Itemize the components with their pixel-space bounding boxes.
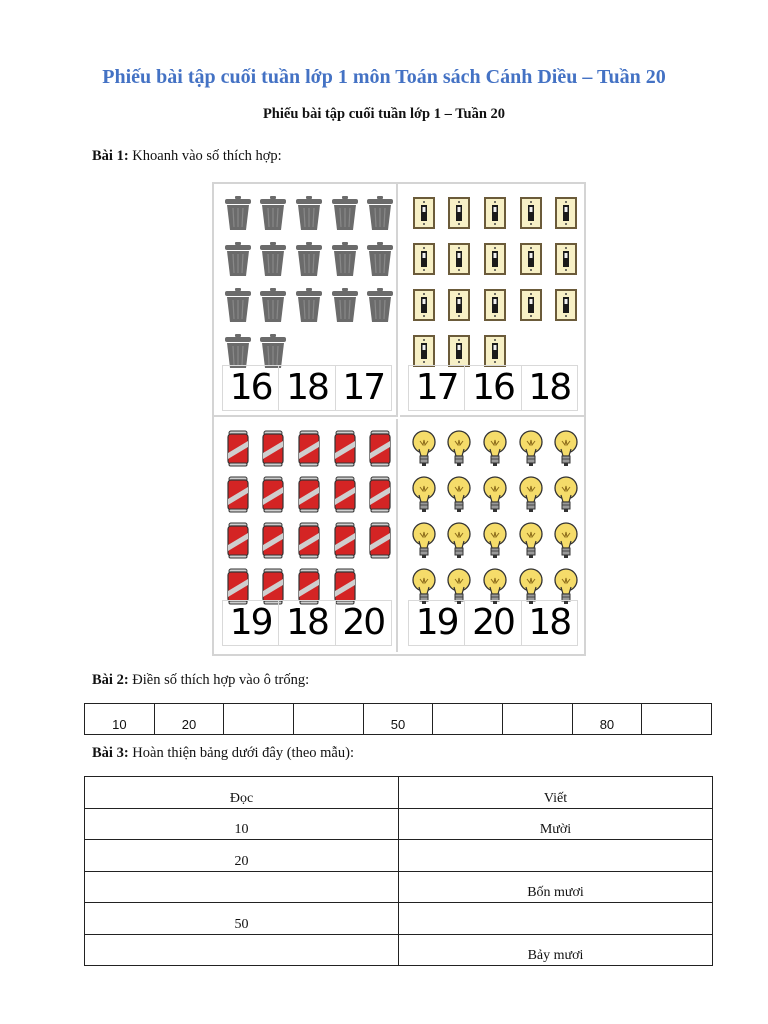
light-bulb-grid: [406, 425, 584, 609]
number-cell[interactable]: [293, 704, 363, 735]
trash-can-icon: [256, 190, 292, 236]
exercise2-heading: [92, 672, 309, 689]
light-bulb-icon: [513, 425, 549, 471]
write-cell[interactable]: Mười: [399, 808, 713, 840]
light-switch-icon: [406, 282, 442, 328]
trash-can-icon: [362, 236, 398, 282]
light-switch-grid: [406, 190, 584, 374]
soda-can-icon: [256, 517, 292, 563]
light-switch-icon: [477, 190, 513, 236]
number-cell[interactable]: 80: [572, 704, 642, 735]
choice-option[interactable]: 20: [342, 602, 385, 643]
choice-option[interactable]: 17: [342, 367, 385, 408]
light-bulb-icon: [548, 471, 584, 517]
table-row: [85, 704, 712, 735]
counting-picture: [212, 182, 586, 656]
soda-can-icon: [362, 471, 398, 517]
read-cell[interactable]: [85, 934, 399, 966]
number-cell[interactable]: [224, 704, 294, 735]
answer-choices: [222, 600, 392, 646]
light-switch-icon: [548, 190, 584, 236]
exercise2-instruction: Điền số thích hợp vào ô trống:: [132, 672, 310, 688]
trash-can-icon: [220, 190, 256, 236]
answer-choices: [408, 600, 578, 646]
choice-option[interactable]: 20: [465, 601, 521, 645]
trash-can-icon: [327, 236, 363, 282]
soda-can-icon: [327, 471, 363, 517]
number-cell[interactable]: [502, 704, 572, 735]
trash-can-icon: [220, 236, 256, 282]
exercise3-instruction: Hoàn thiện bảng dưới đây (theo mẫu):: [132, 745, 354, 761]
light-switch-icon: [406, 236, 442, 282]
trash-can-icon: [362, 190, 398, 236]
soda-can-icon: [362, 425, 398, 471]
choice-option[interactable]: 19: [409, 601, 465, 645]
read-write-table: [84, 776, 713, 966]
trash-can-icon: [220, 282, 256, 328]
light-bulb-icon: [477, 471, 513, 517]
light-switch-icon: [406, 190, 442, 236]
quadrant-trash-cans: [214, 184, 398, 417]
table-row: [85, 808, 713, 840]
page-subtitle: Phiếu bài tập cuối tuần lớp 1 – Tuần 20: [262, 106, 506, 122]
exercise3-heading: [92, 745, 354, 762]
light-switch-icon: [442, 282, 478, 328]
light-switch-icon: [513, 282, 549, 328]
soda-can-icon: [220, 517, 256, 563]
exercise1-label: Bài 1:: [92, 148, 129, 164]
trash-can-icon: [291, 282, 327, 328]
light-bulb-icon: [406, 471, 442, 517]
trash-can-icon: [327, 190, 363, 236]
trash-can-icon: [256, 282, 292, 328]
trash-can-icon: [291, 236, 327, 282]
light-switch-icon: [513, 236, 549, 282]
choice-option[interactable]: 18: [279, 366, 335, 410]
soda-can-icon: [362, 517, 398, 563]
write-cell[interactable]: [399, 840, 713, 872]
light-bulb-icon: [477, 517, 513, 563]
exercise3-label: Bài 3:: [92, 745, 129, 761]
write-cell[interactable]: [399, 903, 713, 935]
light-switch-icon: [513, 190, 549, 236]
soda-can-icon: [220, 425, 256, 471]
table-row: [85, 840, 713, 872]
light-switch-icon: [442, 190, 478, 236]
table-header-row: [85, 777, 713, 809]
number-cell[interactable]: 10: [85, 704, 155, 735]
light-bulb-icon: [513, 517, 549, 563]
write-cell[interactable]: Bốn mươi: [399, 871, 713, 903]
exercise1-heading: [92, 148, 282, 165]
light-bulb-icon: [442, 425, 478, 471]
read-cell[interactable]: 10: [85, 808, 399, 840]
number-sequence-table: [84, 703, 712, 735]
light-bulb-icon: [406, 517, 442, 563]
column-header-read: Đọc: [85, 777, 399, 809]
choice-option[interactable]: 16: [465, 366, 521, 410]
light-bulb-icon: [477, 425, 513, 471]
light-switch-icon: [442, 236, 478, 282]
light-bulb-icon: [442, 517, 478, 563]
light-switch-icon: [548, 282, 584, 328]
number-cell[interactable]: 50: [363, 704, 433, 735]
trash-can-icon: [362, 282, 398, 328]
choice-option[interactable]: 16: [223, 366, 279, 410]
number-cell[interactable]: [642, 704, 712, 735]
table-row: [85, 903, 713, 935]
choice-option[interactable]: 17: [409, 366, 465, 410]
table-row: [85, 871, 713, 903]
choice-option[interactable]: 18: [528, 602, 571, 643]
light-bulb-icon: [548, 517, 584, 563]
soda-can-icon: [327, 425, 363, 471]
trash-can-icon: [256, 236, 292, 282]
page-title: Phiếu bài tập cuối tuần lớp 1 môn Toán sách Cánh Diều – Tuần 20: [102, 66, 666, 88]
answer-choices: [408, 365, 578, 411]
exercise2-label: Bài 2:: [92, 672, 129, 688]
read-cell[interactable]: 20: [85, 840, 399, 872]
choice-option[interactable]: 18: [279, 601, 335, 645]
trash-can-grid: [220, 190, 398, 374]
light-switch-icon: [477, 236, 513, 282]
exercise1-instruction: Khoanh vào số thích hợp:: [132, 148, 282, 164]
light-bulb-icon: [548, 425, 584, 471]
soda-can-icon: [291, 517, 327, 563]
choice-option[interactable]: 19: [223, 601, 279, 645]
number-cell[interactable]: 20: [154, 704, 224, 735]
soda-can-icon: [291, 471, 327, 517]
soda-can-icon: [291, 425, 327, 471]
write-cell[interactable]: Bảy mươi: [399, 934, 713, 966]
soda-can-icon: [327, 517, 363, 563]
light-bulb-icon: [513, 471, 549, 517]
light-switch-icon: [477, 282, 513, 328]
soda-can-icon: [220, 471, 256, 517]
soda-can-icon: [256, 425, 292, 471]
quadrant-soda-cans: [214, 419, 398, 652]
number-cell[interactable]: [433, 704, 503, 735]
soda-can-icon: [256, 471, 292, 517]
soda-can-grid: [220, 425, 398, 609]
read-cell[interactable]: 50: [85, 903, 399, 935]
trash-can-icon: [291, 190, 327, 236]
column-header-write: Viết: [399, 777, 713, 809]
light-bulb-icon: [406, 425, 442, 471]
choice-option[interactable]: 18: [528, 367, 571, 408]
quadrant-light-switches: [400, 184, 584, 417]
table-row: [85, 934, 713, 966]
light-bulb-icon: [442, 471, 478, 517]
trash-can-icon: [327, 282, 363, 328]
quadrant-light-bulbs: [400, 419, 584, 652]
answer-choices: [222, 365, 392, 411]
read-cell[interactable]: [85, 871, 399, 903]
light-switch-icon: [548, 236, 584, 282]
